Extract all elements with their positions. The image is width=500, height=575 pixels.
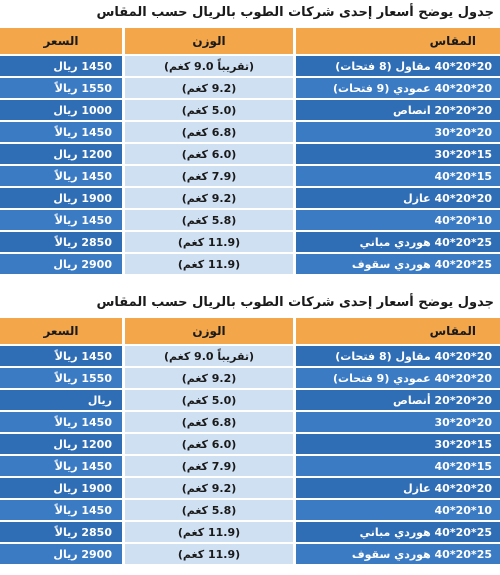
- weight-cell: (6.8 كغم): [125, 122, 293, 142]
- size-cell: 20*20*40 عازل: [296, 478, 500, 498]
- table-row: [0, 166, 500, 186]
- size-cell: 25*20*40 هوردي مباني: [296, 522, 500, 542]
- size-cell: 10*20*40: [296, 500, 500, 520]
- weight-cell: (9.2 كغم): [125, 78, 293, 98]
- price-cell: 1900 ريال: [0, 478, 122, 498]
- table-row: [0, 144, 500, 164]
- table-row: [0, 478, 500, 498]
- table-row: [0, 500, 500, 520]
- weight-cell: (5.8 كغم): [125, 210, 293, 230]
- price-cell: 1900 ريال: [0, 188, 122, 208]
- table-header-row: [0, 28, 500, 54]
- price-cell: 1450 ريالاً: [0, 210, 122, 230]
- weight-cell: (9.2 كغم): [125, 368, 293, 388]
- table-row: [0, 100, 500, 120]
- table-row: [0, 456, 500, 476]
- size-cell: 20*20*40 عازل: [296, 188, 500, 208]
- price-cell: 1550 ريالاً: [0, 368, 122, 388]
- table-row: [0, 412, 500, 432]
- price-cell: ريال: [0, 390, 122, 410]
- table-body: [0, 346, 500, 564]
- size-cell: 25*20*40 هوردي سقوف: [296, 254, 500, 274]
- size-column-header: المقاس: [296, 318, 500, 344]
- price-cell: 2850 ريالاً: [0, 232, 122, 252]
- price-cell: 1200 ريال: [0, 144, 122, 164]
- weight-cell: (تقريباً 9.0 كغم): [125, 346, 293, 366]
- price-table: [0, 26, 500, 276]
- size-cell: 10*20*40: [296, 210, 500, 230]
- price-cell: 1200 ريال: [0, 434, 122, 454]
- weight-cell: (11.9 كغم): [125, 522, 293, 542]
- size-cell: 15*20*30: [296, 434, 500, 454]
- price-table-section-2: [0, 290, 500, 566]
- size-cell: 25*20*40 هوردي سقوف: [296, 544, 500, 564]
- price-table-section-1: [0, 0, 500, 276]
- size-cell: 20*20*30: [296, 122, 500, 142]
- price-table: [0, 316, 500, 566]
- weight-cell: (9.2 كغم): [125, 188, 293, 208]
- price-column-header: السعر: [0, 318, 122, 344]
- size-cell: 20*20*30: [296, 412, 500, 432]
- price-cell: 1450 ريالاً: [0, 456, 122, 476]
- size-cell: 20*20*40 مقاول (8 فتحات): [296, 56, 500, 76]
- weight-cell: (11.9 كغم): [125, 254, 293, 274]
- price-cell: 1450 ريالاً: [0, 500, 122, 520]
- weight-cell: (تقريباً 9.0 كغم): [125, 56, 293, 76]
- table-title: جدول يوضح أسعار إحدى شركات الطوب بالريال حسب المقاس: [96, 5, 494, 20]
- size-column-header: المقاس: [296, 28, 500, 54]
- weight-cell: (6.8 كغم): [125, 412, 293, 432]
- table-row: [0, 544, 500, 564]
- size-cell: 15*20*40: [296, 456, 500, 476]
- table-row: [0, 188, 500, 208]
- table-row: [0, 434, 500, 454]
- table-row: [0, 232, 500, 252]
- size-cell: 20*20*40 مقاول (8 فتحات): [296, 346, 500, 366]
- size-cell: 20*20*20 انصاص: [296, 100, 500, 120]
- price-cell: 2900 ريال: [0, 544, 122, 564]
- weight-cell: (6.0 كغم): [125, 434, 293, 454]
- table-row: [0, 368, 500, 388]
- weight-cell: (5.0 كغم): [125, 390, 293, 410]
- price-cell: 2850 ريالاً: [0, 522, 122, 542]
- weight-column-header: الوزن: [125, 318, 293, 344]
- weight-cell: (11.9 كغم): [125, 544, 293, 564]
- size-cell: 15*20*30: [296, 144, 500, 164]
- weight-cell: (5.0 كغم): [125, 100, 293, 120]
- size-cell: 15*20*40: [296, 166, 500, 186]
- table-row: [0, 56, 500, 76]
- size-cell: 20*20*40 عمودي (9 فتحات): [296, 368, 500, 388]
- price-cell: 1450 ريالاً: [0, 122, 122, 142]
- size-cell: 25*20*40 هوردي مباني: [296, 232, 500, 252]
- table-row: [0, 346, 500, 366]
- table-row: [0, 78, 500, 98]
- weight-cell: (5.8 كغم): [125, 500, 293, 520]
- table-body: [0, 56, 500, 274]
- price-cell: 1450 ريالاً: [0, 166, 122, 186]
- size-cell: 20*20*40 عمودي (9 فتحات): [296, 78, 500, 98]
- price-cell: 1550 ريالاً: [0, 78, 122, 98]
- table-row: [0, 122, 500, 142]
- weight-cell: (7.9 كغم): [125, 166, 293, 186]
- price-column-header: السعر: [0, 28, 122, 54]
- size-cell: 20*20*20 أنصاص: [296, 390, 500, 410]
- price-cell: 1450 ريالاً: [0, 412, 122, 432]
- weight-cell: (9.2 كغم): [125, 478, 293, 498]
- weight-cell: (6.0 كغم): [125, 144, 293, 164]
- price-cell: 2900 ريال: [0, 254, 122, 274]
- table-row: [0, 210, 500, 230]
- weight-cell: (11.9 كغم): [125, 232, 293, 252]
- price-cell: 1450 ريالاً: [0, 346, 122, 366]
- table-header-row: [0, 318, 500, 344]
- price-cell: 1000 ريال: [0, 100, 122, 120]
- weight-column-header: الوزن: [125, 28, 293, 54]
- table-row: [0, 390, 500, 410]
- table-row: [0, 522, 500, 542]
- table-title: جدول يوضح أسعار إحدى شركات الطوب بالريال حسب المقاس: [96, 295, 494, 310]
- weight-cell: (7.9 كغم): [125, 456, 293, 476]
- table-row: [0, 254, 500, 274]
- price-cell: 1450 ريال: [0, 56, 122, 76]
